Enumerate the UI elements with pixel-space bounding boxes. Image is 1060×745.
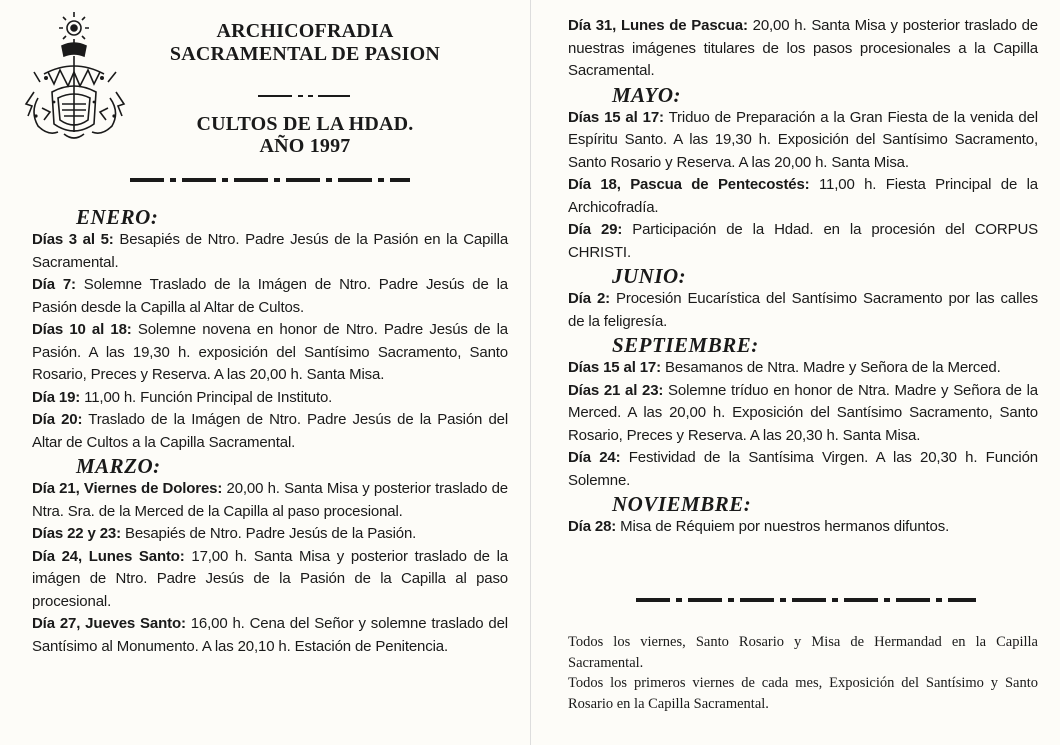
entry-description: 20,00 h. Santa Misa y posterior traslado de Ntra. Sra. de la Merced de la Capilla al paso procesional.	[32, 480, 508, 520]
schedule-entry	[32, 229, 508, 274]
schedule-entry	[32, 546, 508, 614]
schedule-entry	[568, 447, 1038, 492]
entry-description: Besapiés de Ntro. Padre Jesús de la Pasión en la Capilla Sacramental.	[32, 231, 509, 271]
entry-date-label: Día 24:	[568, 449, 621, 466]
footer-note-weekly: Todos los viernes, Santo Rosario y Misa de Hermandad en la Capilla Sacramental.	[568, 634, 1038, 671]
brotherhood-crest-icon	[24, 12, 129, 144]
schedule-entry	[568, 516, 1038, 539]
entry-description: Solemne tríduo en honor de Ntra. Madre y Señora de la Merced. A las 20,00 h. Exposición del Santísimo Sacramento, Santo Rosario, Preces y Reserva. A las 20,30 h. Santa Misa.	[568, 381, 1038, 444]
month-heading: MAYO:	[612, 82, 682, 107]
month-heading: NOVIEMBRE:	[612, 492, 752, 516]
decorative-divider-footer	[636, 596, 976, 604]
right-page	[530, 0, 1060, 745]
entry-description: Misa de Réquiem por nuestros hermanos difuntos.	[616, 518, 950, 535]
entry-date-label: Días 15 al 17:	[568, 108, 664, 126]
entry-date-label: Días 15 al 17:	[568, 359, 661, 376]
header-title-line2: SACRAMENTAL DE PASION	[169, 43, 441, 65]
entry-date-label: Día 24, Lunes Santo:	[32, 547, 185, 565]
entry-date-label: Día 27, Jueves Santo:	[32, 615, 186, 632]
entry-date-label: Día 21, Viernes de Dolores:	[32, 480, 223, 497]
schedule-entry	[32, 274, 508, 319]
decorative-divider-long	[130, 176, 410, 184]
header-subtitle-line2: AÑO 1997	[259, 135, 351, 157]
entry-date-label: Día 31, Lunes de Pascua:	[568, 17, 748, 34]
entry-description: Procesión Eucarística del Santísimo Sacramento por las calles de la feligresía.	[568, 290, 1038, 330]
right-schedule-list	[568, 15, 1038, 539]
schedule-entry	[568, 219, 1038, 264]
entry-description: Besamanos de Ntra. Madre y Señora de la Merced.	[660, 359, 1001, 376]
header-subtitle-line1: CULTOS DE LA HDAD.	[196, 113, 414, 135]
entry-date-label: Días 3 al 5:	[32, 231, 114, 248]
month-heading: ENERO:	[76, 205, 159, 229]
entry-date-label: Días 22 y 23:	[32, 525, 121, 542]
entry-description: 20,00 h. Santa Misa y posterior traslado de nuestras imágenes titulares de los pasos procesionales a la Capilla Sacramental.	[568, 17, 1038, 79]
entry-description: Triduo de Preparación a la Gran Fiesta de la venida del Espíritu Santo. A las 19,30 h. Exposición del Santísimo Sacramento, Santo Rosario y Reserva. A las 20,00 h. Santa Misa.	[568, 108, 1038, 171]
footer-notes	[568, 632, 1038, 714]
entry-description: Solemne Traslado de la Imágen de Ntro. Padre Jesús de la Pasión desde la Capilla al Altar de Cultos.	[32, 276, 508, 316]
entry-description: Solemne novena en honor de Ntro. Padre Jesús de la Pasión. A las 19,30 h. exposición del Santísimo Sacramento, Santo Rosario, Preces y Reserva. A las 20,00 h. Santa Misa.	[32, 321, 508, 383]
entry-date-label: Días 21 al 23:	[568, 381, 664, 399]
entry-date-label: Día 7:	[32, 276, 76, 293]
schedule-entry	[32, 319, 508, 387]
month-heading: JUNIO:	[612, 264, 687, 288]
entry-description: 11,00 h. Fiesta Principal de la Archicofradía.	[568, 176, 1038, 216]
entry-date-label: Día 19:	[32, 388, 81, 406]
entry-date-label: Días 10 al 18:	[32, 321, 132, 338]
entry-description: Festividad de la Santísima Virgen. A las 20,30 h. Función Solemne.	[568, 449, 1038, 489]
schedule-entry	[32, 613, 508, 658]
month-heading: MARZO:	[76, 454, 161, 478]
entry-description: 11,00 h. Función Principal de Instituto.	[80, 388, 333, 406]
entry-description: Traslado de la Imágen de Ntro. Padre Jesús de la Pasión del Altar de Cultos a la Capilla Sacramental.	[32, 411, 509, 451]
schedule-entry	[32, 478, 508, 523]
entry-description: 16,00 h. Cena del Señor y solemne traslado del Santísimo al Monumento. A las 20,10 h. Estación de Penitencia.	[32, 615, 508, 655]
entry-date-label: Día 18, Pascua de Pentecostés:	[568, 176, 810, 193]
schedule-entry	[32, 523, 508, 546]
entry-description: Besapiés de Ntro. Padre Jesús de la Pasión.	[120, 525, 417, 542]
schedule-entry	[568, 15, 1038, 83]
schedule-entry	[568, 288, 1038, 333]
schedule-entry	[568, 174, 1038, 219]
entry-description: Participación de la Hdad. en la procesión del CORPUS CHRISTI.	[568, 221, 1038, 261]
schedule-entry	[568, 107, 1038, 175]
month-heading: SEPTIEMBRE:	[612, 333, 759, 357]
entry-date-label: Día 29:	[568, 221, 623, 238]
left-schedule-list	[32, 205, 508, 658]
entry-date-label: Día 28:	[568, 518, 617, 535]
header-title-line1: ARCHICOFRADIA	[216, 20, 394, 42]
entry-date-label: Día 2:	[568, 290, 610, 307]
schedule-entry	[32, 387, 508, 410]
schedule-entry	[32, 409, 508, 454]
entry-date-label: Día 20:	[32, 411, 83, 428]
footer-note-monthly: Todos los primeros viernes de cada mes, Exposición del Santísimo y Santo Rosario en la Capilla Sacramental.	[568, 675, 1038, 712]
entry-description: 17,00 h. Santa Misa y posterior traslado de la imágen de Ntro. Padre Jesús de la Pasión de la Capilla al paso procesional.	[32, 547, 508, 610]
schedule-entry	[568, 380, 1038, 448]
decorative-divider-short	[258, 93, 350, 99]
schedule-entry	[568, 357, 1038, 380]
